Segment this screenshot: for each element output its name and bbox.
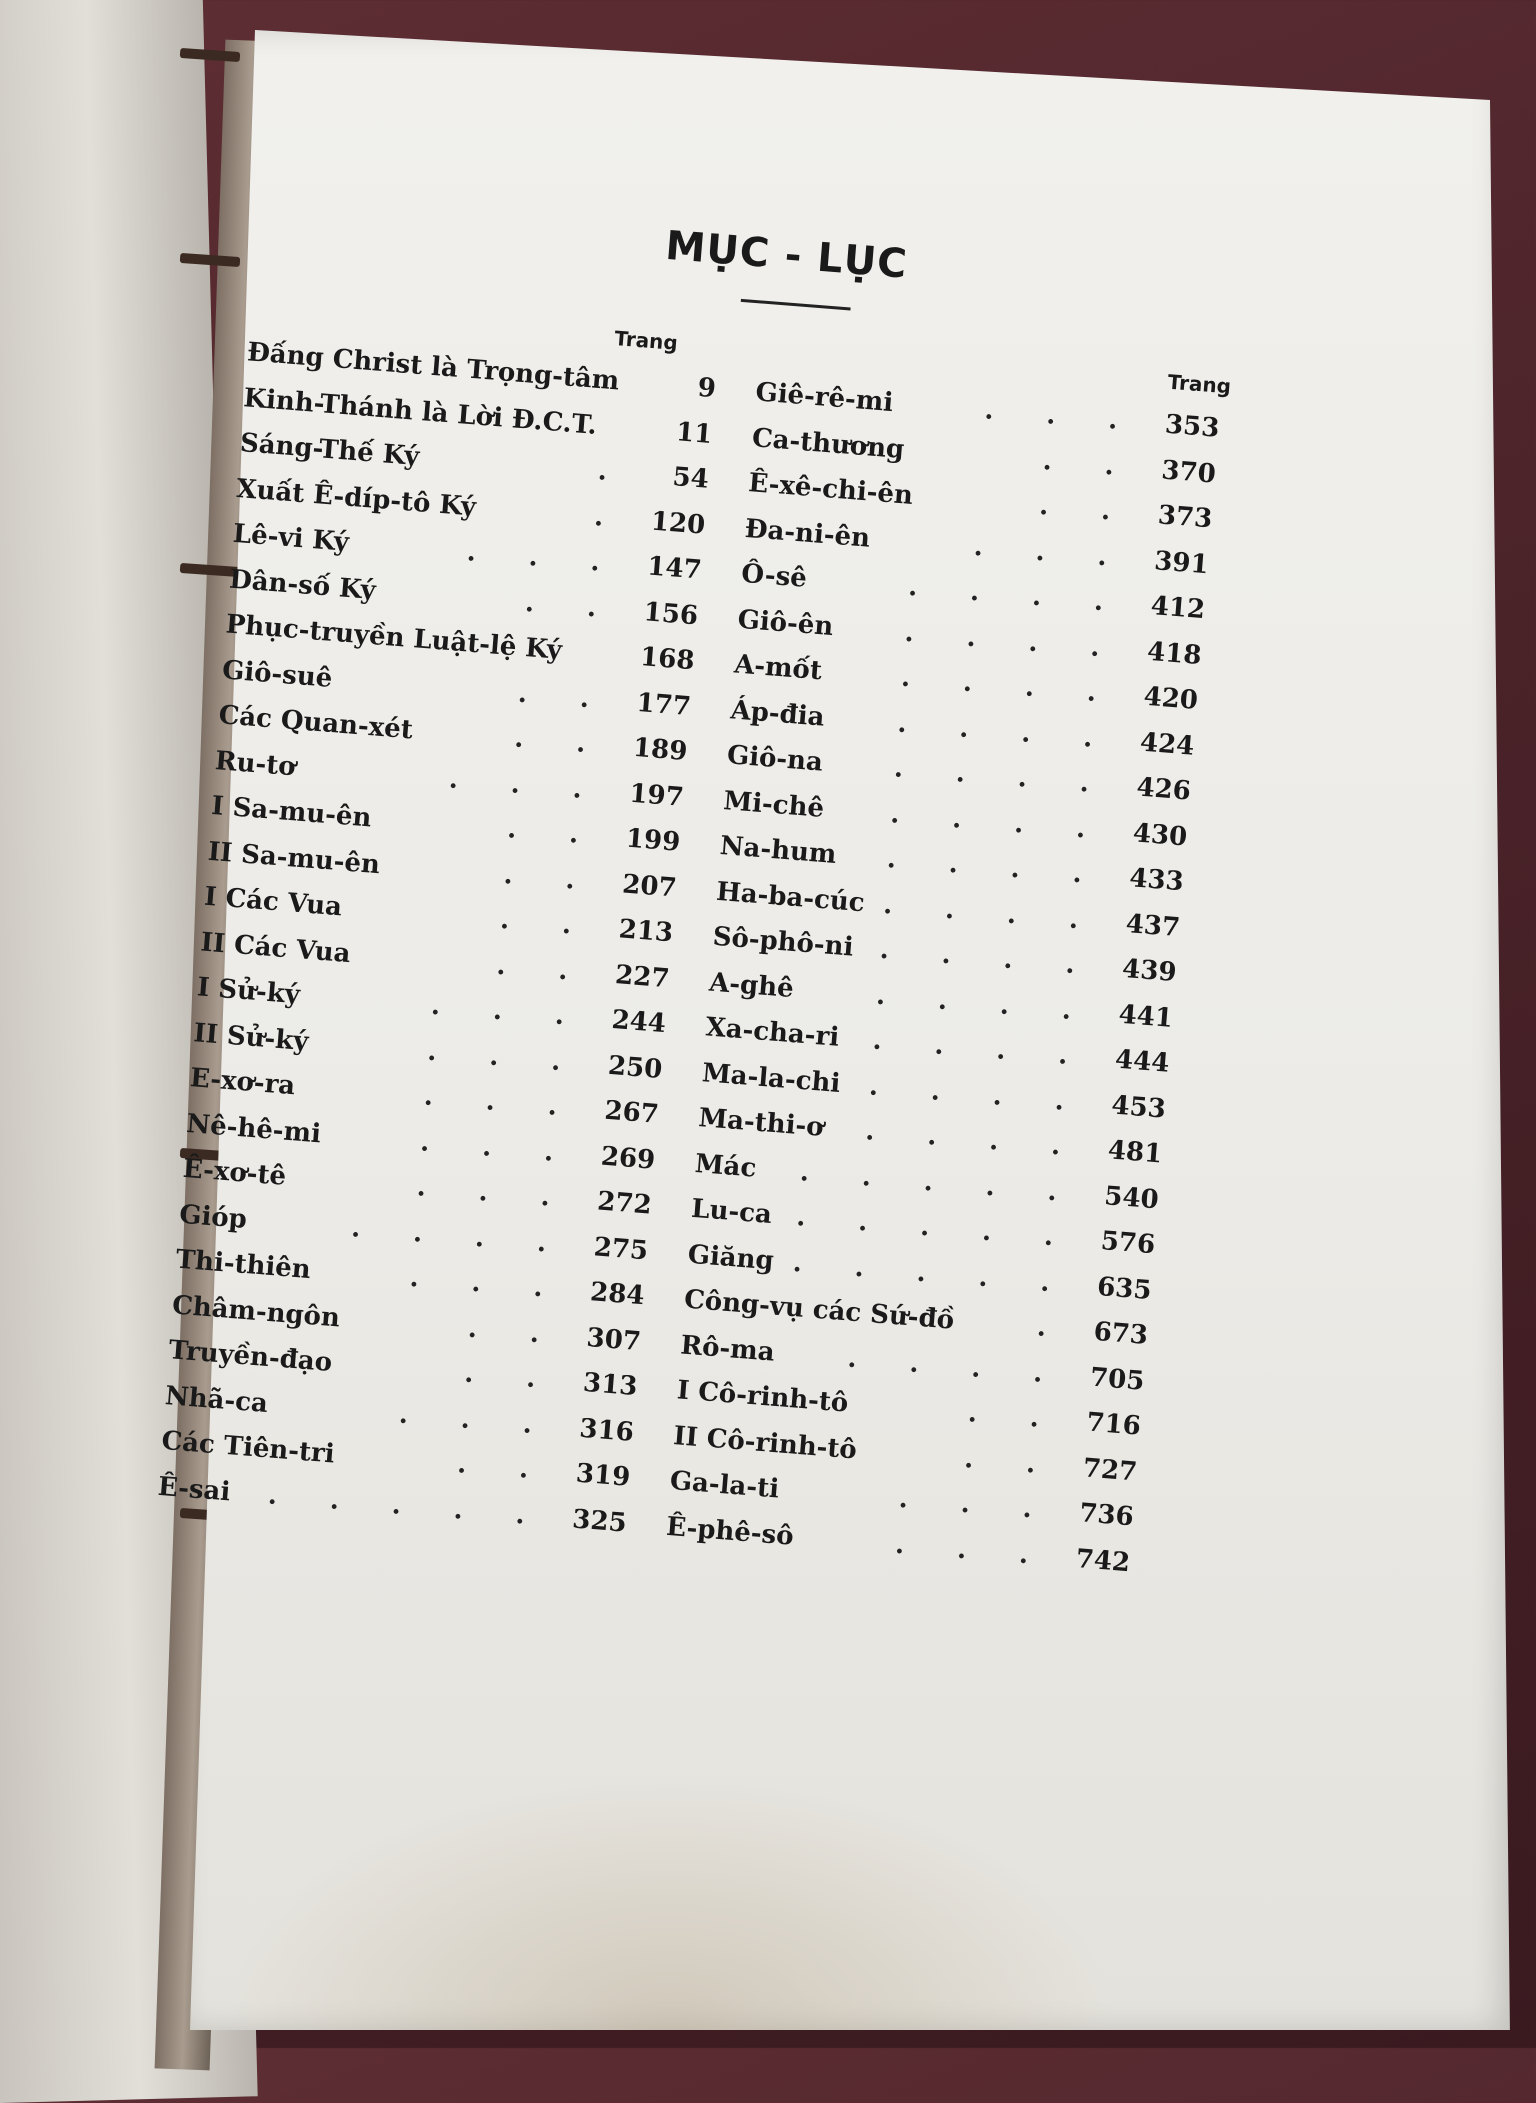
toc-entry-page: 439 [1121,953,1178,989]
toc-entry-page: 391 [1153,545,1210,580]
toc-leader-dots: . . [513,723,609,761]
toc-entry-title: II Sử-ký [192,1017,310,1057]
toc-leader-dots: . . . [894,1529,1052,1572]
table-of-contents [132,190,1286,1767]
toc-leader-dots: . . . [897,1484,1055,1527]
page-stain [220,1770,1120,2030]
toc-leader-dots: . . . [430,990,588,1033]
toc-entry-title: Châm-ngôn [171,1289,342,1333]
toc-leader-dots: . . . [465,537,623,580]
toc-entry-page: 325 [571,1503,628,1539]
toc-leader-dots: . . . . [864,1116,1084,1164]
toc-entry-title: Ê-phê-sô [665,1511,795,1552]
toc-leader-dots: . . . . . [267,1479,548,1532]
toc-entry-title: Kinh-Thánh là Lời Đ.C.T. [242,382,599,441]
toc-leader-dots: . . . . . [799,1156,1080,1209]
toc-entry-page: 353 [1163,409,1221,444]
toc-entry-page: 373 [1156,500,1214,535]
toc-entry-title: Mi-chê [722,785,826,824]
toc-entry-page: 147 [646,551,703,586]
toc-leader-dots: . . . . [900,662,1120,710]
toc-entry-page: 426 [1135,772,1192,807]
toc-entry-page: 481 [1106,1135,1164,1170]
toc-entry-page: 673 [1092,1316,1150,1351]
toc-leader-dots: . . [467,1313,563,1351]
toc-entry-page: 197 [628,778,685,813]
toc-entry-title: Ma-la-chi [700,1057,842,1099]
toc-entry-title: I Sử-ký [196,972,301,1011]
toc-leader-dots: . . . [415,1172,573,1215]
toc-entry-title: Lê-vi Ký [231,518,350,558]
toc-entry-page: 453 [1110,1089,1167,1125]
toc-entry-page: 430 [1131,817,1189,852]
toc-entry-title: I Các Vua [203,881,344,923]
toc-entry-page: 272 [596,1186,653,1221]
toc-entry-page: 227 [614,959,671,994]
page-column-header-right: Trang [1166,369,1232,399]
toc-entry-title: II Các Vua [199,927,352,969]
toc-leader-dots: . . . . [350,1212,570,1260]
toc-entry-title: Nê-hê-mi [185,1108,323,1149]
toc-entry-title: Giô-ên [736,604,835,642]
toc-entry-page: 433 [1128,863,1185,898]
toc-entry-title: Xa-cha-ri [704,1012,841,1053]
toc-entry-page: 269 [599,1141,657,1176]
toc-entry-page: 11 [674,416,714,450]
toc-entry-page: 635 [1096,1271,1153,1306]
toc-leader-dots: . . . . [875,980,1095,1028]
toc-entry-title: Ê-xê-chi-ên [747,468,914,511]
toc-leader-dots: . . [495,950,591,988]
toc-leader-dots: . . . [419,1126,577,1169]
toc-entry-page: 319 [574,1458,632,1493]
toc-leader-dots: . . . [972,531,1130,574]
toc-entry-title: I Cô-rinh-tô [675,1375,850,1419]
toc-entry-title: Sô-phô-ni [711,921,855,963]
toc-entry-title: A-ghê [708,967,795,1004]
toc-entry-title: Mác [693,1148,758,1184]
toc-entry-page: 412 [1149,591,1207,626]
toc-entry-page: 576 [1099,1226,1157,1261]
page-title: MỤC - LỤC [663,222,910,288]
toc-entry-title: Phục-truyền Luật-lệ Ký [224,609,564,666]
toc-entry-title: Giăng [686,1239,775,1276]
toc-entry-page: 736 [1078,1498,1135,1533]
toc-leader-dots: . . . . . [795,1202,1077,1254]
toc-entry-page: 275 [592,1231,650,1266]
toc-entry-page: 313 [581,1367,639,1403]
toc-entry-title: II Sa-mu-ên [206,836,382,880]
toc-entry-title: Na-hum [718,830,838,871]
toc-entry-title: Ca-thương [750,422,906,465]
toc-entry-page: 540 [1103,1180,1160,1215]
toc-entry-title: Ma-thi-ơ [697,1103,825,1143]
toc-entry-page: 705 [1088,1362,1146,1397]
toc-entry-page: 54 [671,462,710,495]
toc-leader-dots: . [596,456,631,489]
toc-leader-dots: . . [966,1398,1063,1436]
toc-entry-title: Giê-rê-mi [754,377,895,419]
toc-leader-dots: . . [463,1358,559,1396]
toc-leader-dots: . . . [447,763,606,807]
toc-entry-page: 207 [621,868,678,904]
toc-leader-dots: . . [502,859,598,897]
toc-entry-page: 199 [624,823,682,858]
toc-entry-title: Xuất Ê-díp-tô Ký [235,473,478,523]
toc-entry-page: 168 [639,642,696,677]
toc-entry-title: Các Quan-xét [217,700,414,746]
toc-entry-title: II Cô-rinh-tô [672,1420,858,1465]
toc-leader-dots: . . . [426,1036,584,1079]
toc-leader-dots: . . [506,814,602,852]
toc-entry-page: 213 [617,914,675,949]
toc-entry-title: Công-vụ các Sứ-đồ [683,1284,956,1336]
toc-entry-page: 444 [1113,1044,1171,1079]
toc-leader-dots: . . . . [878,934,1098,982]
toc-leader-dots: . . . . [882,889,1102,937]
toc-entry-title: A-mốt [733,649,824,687]
toc-column-left [156,330,717,1546]
toc-entry-title: I Sa-mu-ên [210,790,373,834]
toc-leader-dots: . . [456,1449,552,1487]
toc-leader-dots: . . [517,678,613,716]
toc-leader-dots: . . . [397,1399,556,1442]
toc-entry-title: Ê-sai [156,1471,232,1507]
toc-entry-title: Sáng-Thế Ký [238,428,421,473]
toc-entry-title: Đấng Christ là Trọng-tâm [246,337,621,397]
toc-entry-page: 370 [1160,454,1217,490]
toc-entry-page: 250 [606,1050,664,1085]
toc-entry-title: Ô-sê [740,558,808,594]
toc-leader-dots: . [593,501,627,534]
toc-entry-page: 267 [603,1095,660,1130]
toc-entry-page: 716 [1085,1407,1142,1442]
page-column-header-left: Trang [613,326,679,355]
toc-leader-dots: . . . . . [791,1247,1073,1300]
toc-entry-page: 418 [1146,636,1203,671]
toc-entry-title: Ga-la-ti [668,1465,781,1505]
toc-entry-page: 189 [631,732,689,767]
title-underline [741,299,851,311]
toc-entry-title: E-xơ-ra [188,1063,297,1102]
toc-leader-dots: . . . . [896,708,1116,755]
toc-entry-page: 420 [1142,681,1200,716]
toc-column-right [665,370,1221,1586]
toc-entry-page: 441 [1117,999,1175,1034]
toc-entry-title: Áp-đia [729,694,826,733]
toc-entry-title: Dân-số Ký [228,564,377,606]
toc-leader-dots: . . [1038,490,1134,529]
toc-leader-dots: . . . . [893,753,1113,801]
toc-leader-dots: . . [963,1443,1059,1481]
toc-entry-title: Truyền-đạo [167,1335,334,1379]
toc-leader-dots: . . [499,904,595,943]
toc-entry-page: 120 [649,506,707,541]
toc-leader-dots: . . . . [846,1343,1066,1391]
toc-leader-dots: . . [1041,445,1138,483]
toc-entry-title: Giô-na [725,740,824,778]
toc-leader-dots: . . [524,587,620,625]
toc-leader-dots: . . . [408,1262,566,1306]
toc-entry-title: Ê-xơ-tê [181,1153,288,1192]
toc-leader-dots: . . . . [871,1025,1091,1073]
toc-entry-page: 156 [642,596,700,631]
toc-leader-dots: . . . . [907,571,1127,619]
toc-entry-title: Gióp [178,1199,249,1235]
toc-entry-page: 9 [696,372,717,405]
toc-entry-page: 727 [1081,1452,1139,1488]
toc-entry-page: 424 [1138,727,1196,762]
toc-leader-dots: . . . . [903,617,1123,665]
toc-entry-title: Giô-suê [221,654,334,694]
toc-entry-page: 742 [1074,1543,1132,1578]
toc-entry-title: Nhã-ca [163,1380,269,1419]
toc-entry-page: 177 [635,687,692,722]
toc-entry-page: 307 [585,1322,643,1357]
toc-leader-dots: . . . . [885,844,1105,892]
toc-leader-dots: . . . . [889,798,1109,846]
toc-entry-title: Ha-ba-cúc [715,876,866,918]
toc-entry-page: 437 [1124,908,1182,943]
toc-leader-dots: . [1035,1312,1070,1345]
toc-entry-page: 284 [589,1277,646,1312]
toc-entry-page: 316 [578,1413,635,1448]
toc-leader-dots: . . . [983,395,1141,438]
toc-entry-title: Các Tiên-tri [160,1425,336,1470]
toc-entry-title: Thi-thiên [174,1244,312,1286]
toc-entry-title: Đa-ni-ên [743,513,872,554]
toc-entry-title: Ru-tơ [213,745,297,782]
toc-entry-page: 244 [610,1004,668,1040]
toc-entry-title: Lu-ca [690,1193,774,1231]
toc-leader-dots: . . . . [868,1070,1088,1118]
toc-leader-dots: . . . [422,1081,581,1124]
toc-entry-title: Rô-ma [679,1329,776,1368]
